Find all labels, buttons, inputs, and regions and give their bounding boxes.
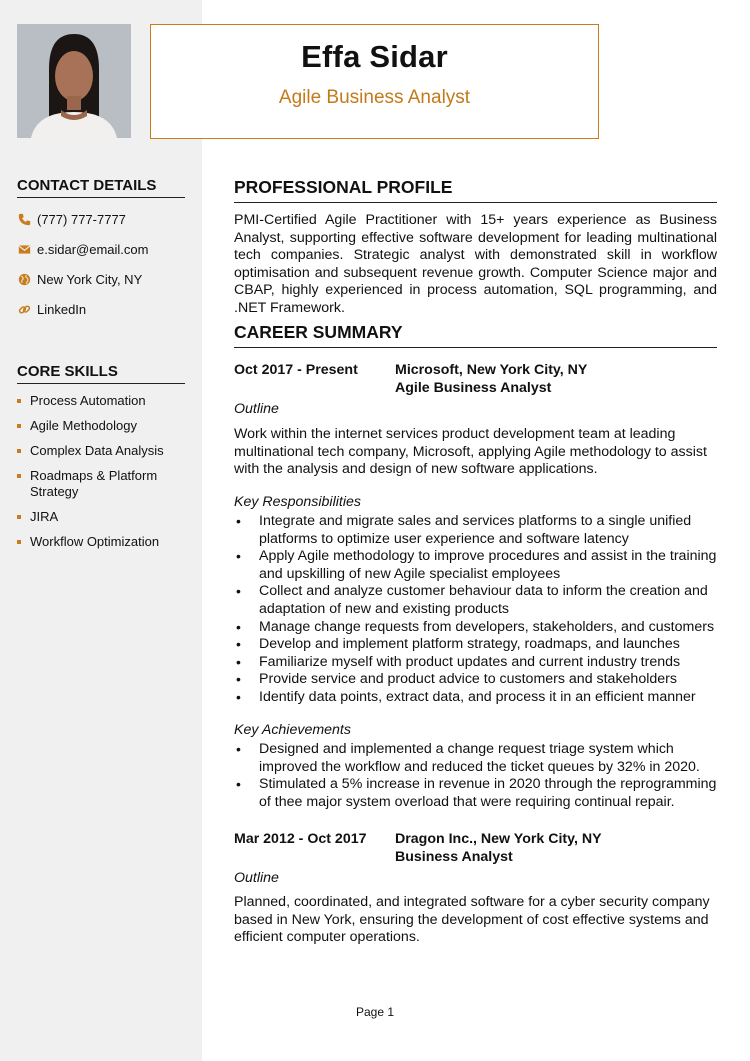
contact-email-text: e.sidar@email.com — [37, 242, 149, 257]
contact-linkedin-text: LinkedIn — [37, 302, 87, 317]
list-item: • Integrate and migrate sales and services platforms to a single unified platforms to optimize user experience and software latency — [234, 513, 717, 548]
job-1-achievements — [234, 741, 717, 811]
job-1-company: Microsoft, New York City, NY — [395, 362, 588, 378]
career-heading: CAREER SUMMARY — [234, 322, 717, 348]
list-item: • Designed and implemented a change request triage system which improved the workflow and reduced the ticket queues by 32% in 2020. — [234, 741, 717, 776]
contact-heading: CONTACT DETAILS — [17, 177, 185, 198]
globe-icon — [17, 273, 31, 287]
job-2-company: Dragon Inc., New York City, NY — [395, 831, 602, 847]
contact-location — [17, 272, 197, 287]
contact-phone — [17, 212, 197, 227]
skill-item: Complex Data Analysis — [17, 443, 197, 459]
list-item: • Stimulated a 5% increase in revenue in 2020 through the reprogramming of thee major system overload that were requiring continual repair. — [234, 776, 717, 811]
skill-item: Process Automation — [17, 393, 197, 409]
candidate-title: Agile Business Analyst — [278, 87, 471, 108]
contact-linkedin[interactable] — [17, 302, 197, 317]
list-item: • Identify data points, extract data, and process it in an efficient manner — [234, 689, 717, 707]
job-2-header — [395, 830, 602, 866]
job-1-outline: Work within the internet services product development team at leading multinational tech company, Microsoft, applying Agile methodology to assist with the analysis and design of new software applications. — [234, 426, 707, 478]
list-item: • Collect and analyze customer behaviour data to inform the creation and adaptation of new and existing products — [234, 583, 717, 618]
job-2-role: Business Analyst — [395, 849, 513, 865]
envelope-icon — [17, 243, 31, 257]
job-2-outline: Planned, coordinated, and integrated software for a cyber security company based in New York, ensuring the development of cost effective systems and efficient computer operations. — [234, 894, 710, 946]
skill-item: JIRA — [17, 509, 197, 525]
job-2-outline-label: Outline — [234, 870, 279, 886]
contact-location-text: New York City, NY — [37, 272, 143, 287]
list-item: • Manage change requests from developers, stakeholders, and customers — [234, 619, 717, 637]
candidate-name: Effa Sidar — [301, 39, 448, 74]
list-item: • Provide service and product advice to customers and stakeholders — [234, 671, 717, 689]
skills-heading: CORE SKILLS — [17, 363, 185, 384]
list-item: • Familiarize myself with product updates and current industry trends — [234, 654, 717, 672]
job-2-dates: Mar 2012 - Oct 2017 — [234, 831, 367, 847]
profile-heading: PROFESSIONAL PROFILE — [234, 177, 717, 203]
job-1-responsibilities — [234, 513, 717, 707]
phone-icon — [17, 213, 31, 227]
profile-text: PMI-Certified Agile Practitioner with 15+ years experience as Business Analyst, supporting effective software development for leading multinational tech companies. Strategic analyst with demonstrated skill in workflow optimisation and subsequent revenue growth. Computer Science major and CBAP, highly experienced in process automation, SQL programming, and .NET Framework. — [234, 212, 717, 316]
name-header-box — [150, 24, 599, 139]
job-1-role: Agile Business Analyst — [395, 380, 552, 396]
job-1-resp-label: Key Responsibilities — [234, 494, 361, 510]
job-1-ach-label: Key Achievements — [234, 722, 351, 738]
job-1-dates: Oct 2017 - Present — [234, 362, 358, 378]
list-item: • Apply Agile methodology to improve procedures and assist in the training and upskilling of new Agile specialist employees — [234, 548, 717, 583]
skills-list — [17, 393, 197, 559]
skill-item: Workflow Optimization — [17, 534, 197, 550]
skill-item: Agile Methodology — [17, 418, 197, 434]
contact-email[interactable] — [17, 242, 197, 257]
job-1-outline-label: Outline — [234, 401, 279, 417]
profile-photo — [17, 24, 131, 138]
link-icon — [17, 303, 31, 317]
skill-item: Roadmaps & Platform Strategy — [17, 468, 167, 499]
page-number: Page 1 — [355, 1005, 395, 1019]
contact-phone-text: (777) 777-7777 — [37, 212, 126, 227]
job-1-header — [395, 361, 587, 397]
list-item: • Develop and implement platform strategy, roadmaps, and launches — [234, 636, 717, 654]
